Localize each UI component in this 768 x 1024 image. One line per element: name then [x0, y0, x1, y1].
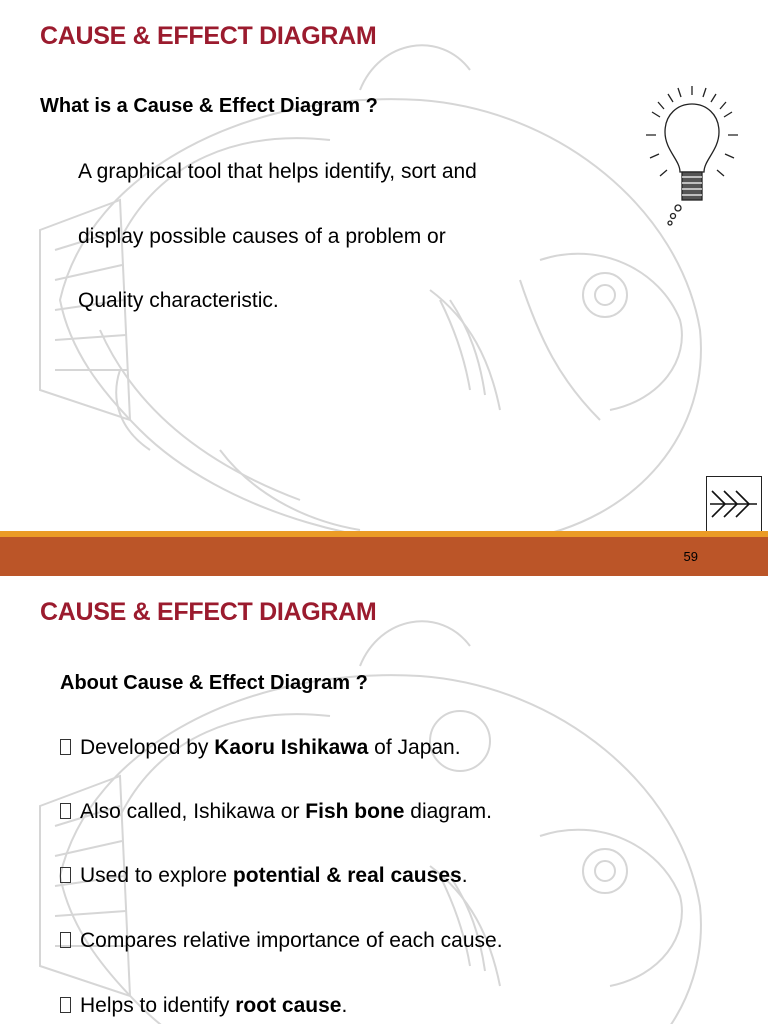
bullet-box-icon: [60, 932, 71, 948]
slide-title: CAUSE & EFFECT DIAGRAM: [40, 22, 377, 50]
lightbulb-icon: [640, 80, 740, 230]
bullet-box-icon: [60, 803, 71, 819]
fishbone-icon: [707, 477, 760, 530]
bullet-box-icon: [60, 867, 71, 883]
slide-title: CAUSE & EFFECT DIAGRAM: [40, 598, 377, 626]
body-line-3: Quality characteristic.: [78, 289, 279, 312]
bullet-item-5: Helps to identify root cause.: [60, 994, 347, 1018]
bullet-item-4: Compares relative importance of each cause.: [60, 929, 503, 953]
bullet-item-1: Developed by Kaoru Ishikawa of Japan.: [60, 736, 461, 760]
slide-subtitle: What is a Cause & Effect Diagram ?: [40, 95, 378, 117]
bullet-item-3: Used to explore potential & real causes.: [60, 864, 468, 888]
bullet-item-2: Also called, Ishikawa or Fish bone diagram.: [60, 800, 492, 824]
body-line-2: display possible causes of a problem or: [78, 225, 446, 248]
fishbone-icon-box: [706, 476, 762, 532]
bullet-box-icon: [60, 997, 71, 1013]
footer-bar: [0, 537, 768, 576]
page-number: 59: [683, 549, 698, 564]
slide-60: [0, 576, 768, 1024]
slide-subtitle: About Cause & Effect Diagram ?: [60, 672, 368, 694]
bullet-box-icon: [60, 739, 71, 755]
body-line-1: A graphical tool that helps identify, sort and: [78, 160, 477, 183]
